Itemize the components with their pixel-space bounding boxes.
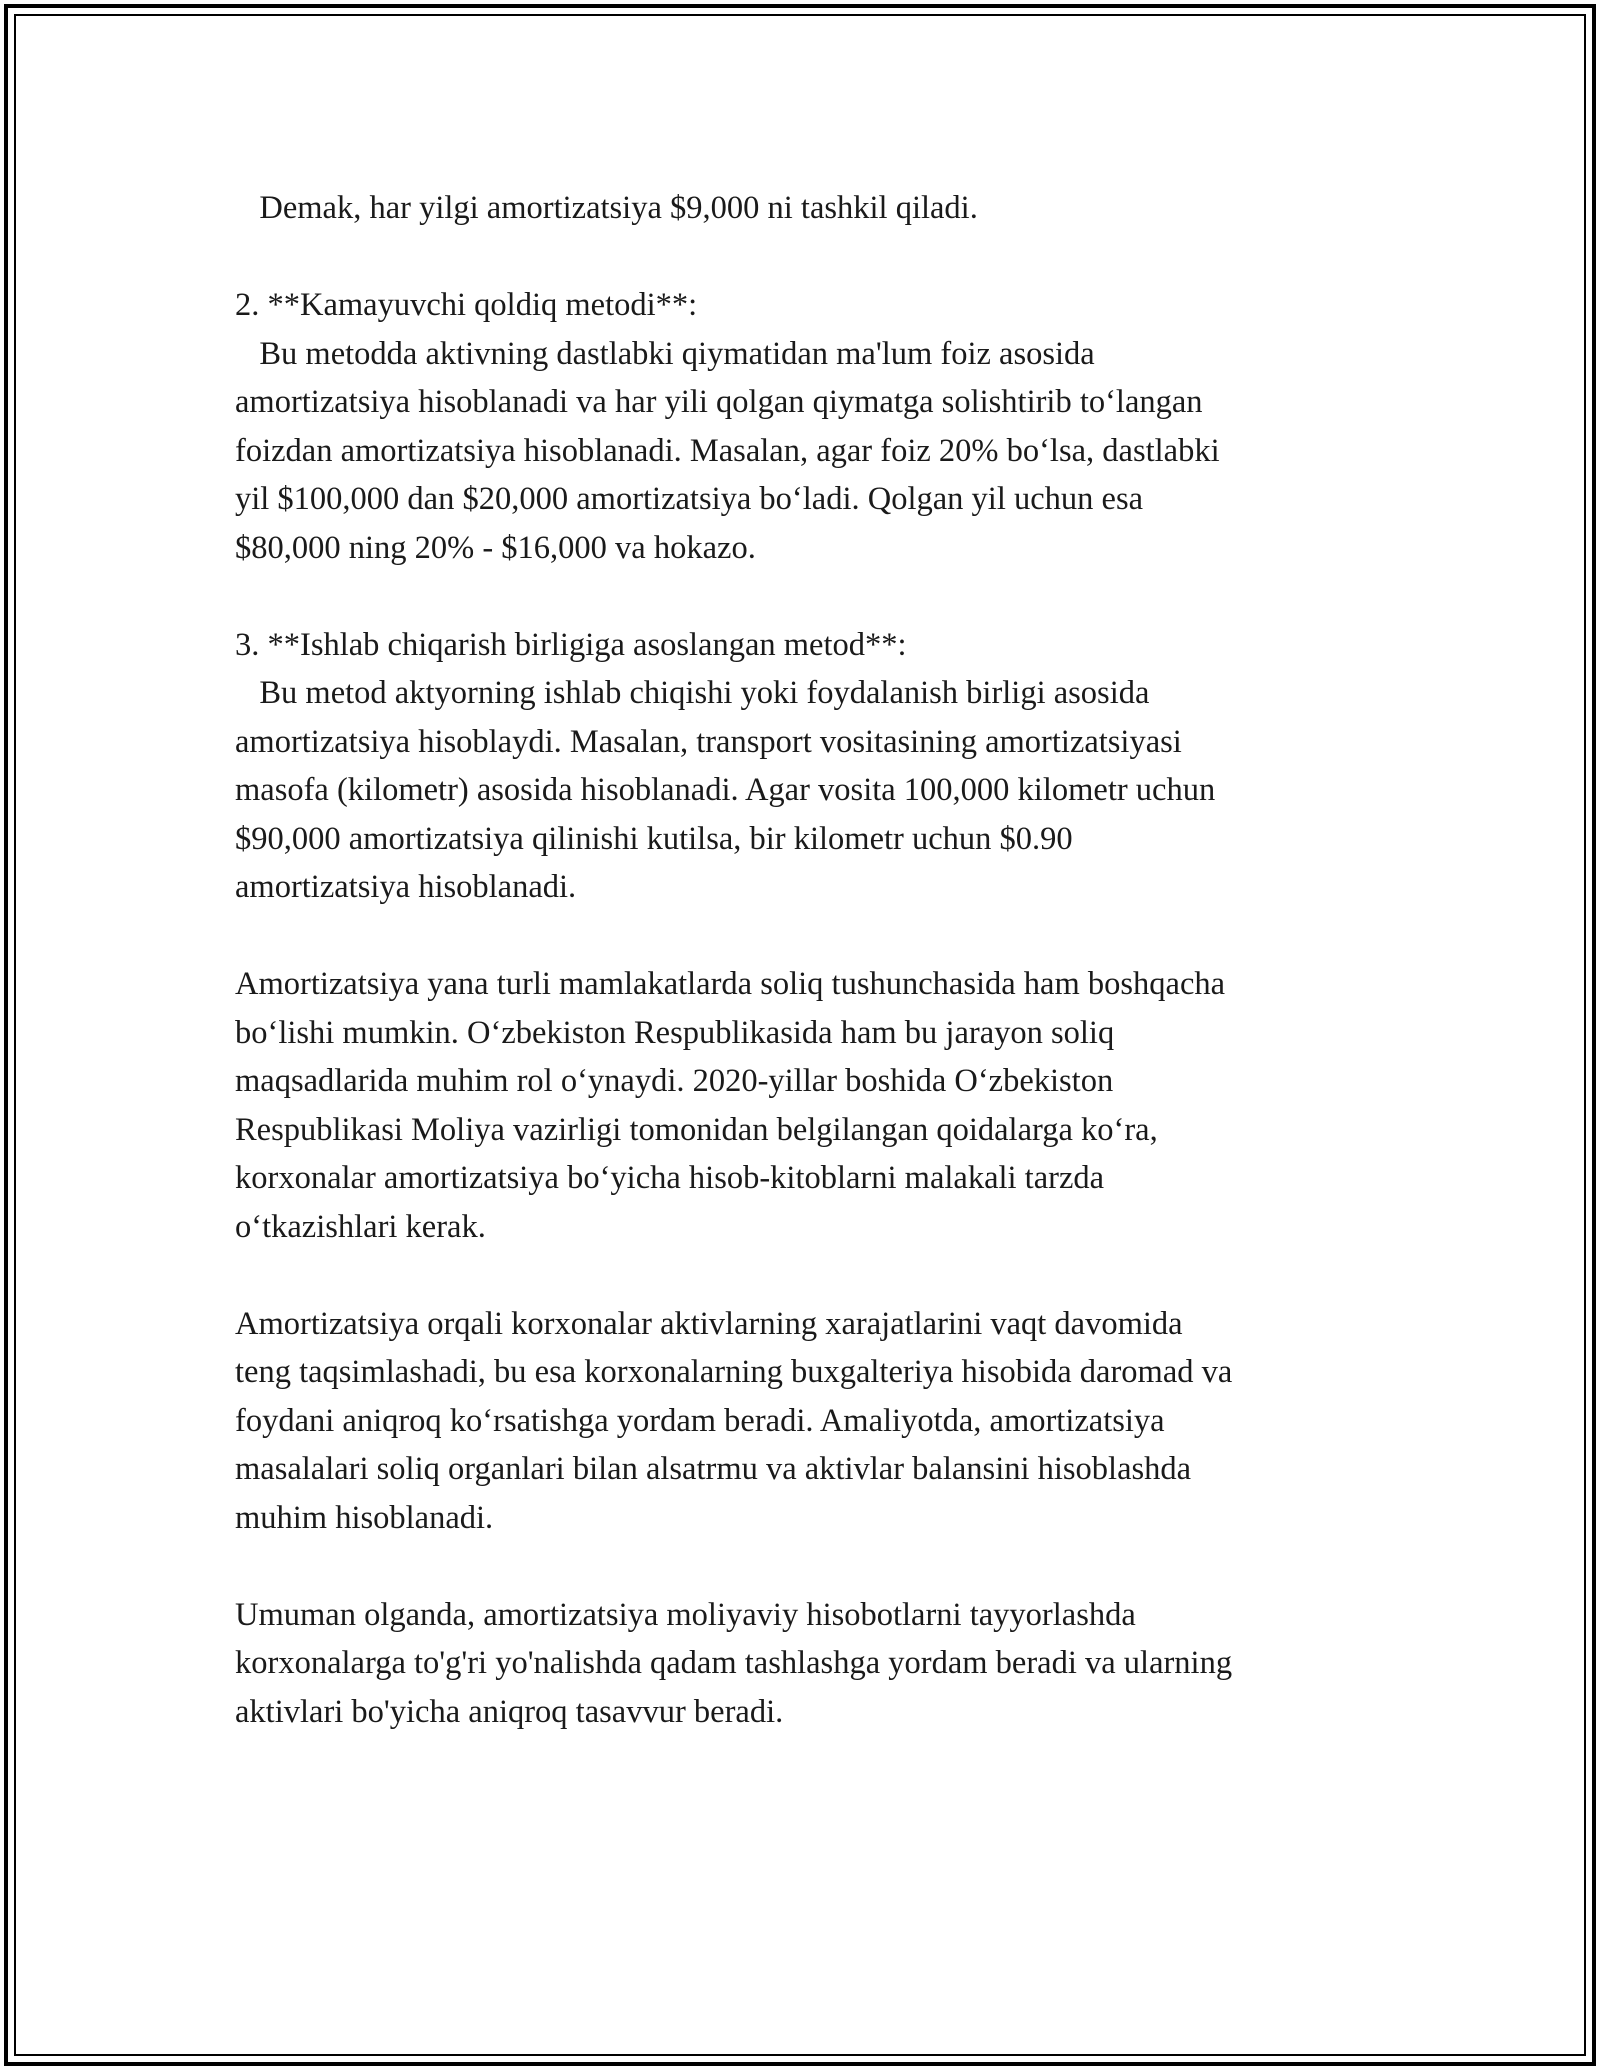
text-line: yil $100,000 dan $20,000 amortizatsiya bo‘ladi. Qolgan yil uchun esa (235, 481, 1144, 517)
text-line: masofa (kilometr) asosida hisoblanadi. Agar vosita 100,000 kilometr uchun (235, 772, 1216, 808)
text-line: korxonalarga to'g'ri yo'nalishda qadam tashlashga yordam beradi va ularning (235, 1645, 1233, 1681)
paragraph-gap (235, 572, 1385, 621)
paragraph (235, 1300, 1385, 1543)
text-line: amortizatsiya hisoblanadi. (235, 869, 577, 905)
text-line: Amortizatsiya orqali korxonalar aktivlarning xarajatlarini vaqt davomida (235, 1305, 1183, 1342)
text-line: bo‘lishi mumkin. O‘zbekiston Respublikasida ham bu jarayon soliq (235, 1014, 1115, 1051)
text-line: masalalari soliq organlari bilan alsatrmu va aktivlar balansini hisoblashda (235, 1451, 1192, 1487)
text-line: $90,000 amortizatsiya qilinishi kutilsa, bir kilometr uchun $0.90 (235, 820, 1073, 857)
paragraph-gap (235, 233, 1385, 282)
paragraph-gap (235, 1542, 1385, 1591)
text-line: foydani aniqroq ko‘rsatishga yordam beradi. Amaliyotda, amortizatsiya (235, 1402, 1165, 1439)
paragraph (235, 621, 1385, 912)
paragraph-gap (235, 1251, 1385, 1300)
text-line: korxonalar amortizatsiya bo‘yicha hisob-kitoblarni malakali tarzda (235, 1160, 1105, 1196)
paragraph-gap (235, 912, 1385, 961)
text-line: muhim hisoblanadi. (235, 1499, 494, 1536)
text-line: aktivlari bo'yicha aniqroq tasavvur beradi. (235, 1693, 784, 1730)
text-line: Amortizatsiya yana turli mamlakatlarda soliq tushunchasida ham boshqacha (235, 966, 1226, 1002)
document-text (235, 184, 1385, 1736)
paragraph (235, 184, 1385, 233)
text-line: Respublikasi Moliya vazirligi tomonidan belgilangan qoidalarga ko‘ra, (235, 1111, 1158, 1148)
paragraph (235, 1591, 1385, 1737)
text-line: Bu metod aktyorning ishlab chiqishi yoki foydalanish birligi asosida (235, 675, 1150, 711)
text-line: foizdan amortizatsiya hisoblanadi. Masalan, agar foiz 20% bo‘lsa, dastlabki (235, 432, 1220, 469)
text-line: amortizatsiya hisoblaydi. Masalan, transport vositasining amortizatsiyasi (235, 723, 1182, 760)
text-line: 3. **Ishlab chiqarish birligiga asoslangan metod**: (235, 626, 907, 663)
paragraph (235, 281, 1385, 572)
text-line: 2. **Kamayuvchi qoldiq metodi**: (235, 287, 698, 323)
text-line: Umuman olganda, amortizatsiya moliyaviy hisobotlarni tayyorlashda (235, 1596, 1136, 1633)
paragraph (235, 960, 1385, 1251)
text-line: $80,000 ning 20% - $16,000 va hokazo. (235, 529, 756, 566)
text-line: o‘tkazishlari kerak. (235, 1208, 486, 1245)
text-line: Demak, har yilgi amortizatsiya $9,000 ni tashkil qiladi. (235, 190, 978, 226)
text-line: teng taqsimlashadi, bu esa korxonalarning buxgalteriya hisobida daromad va (235, 1354, 1233, 1390)
text-line: maqsadlarida muhim rol o‘ynaydi. 2020-yillar boshida O‘zbekiston (235, 1063, 1114, 1099)
text-line: Bu metodda aktivning dastlabki qiymatidan ma'lum foiz asosida (235, 335, 1095, 372)
text-line: amortizatsiya hisoblanadi va har yili qolgan qiymatga solishtirib to‘langan (235, 384, 1203, 420)
